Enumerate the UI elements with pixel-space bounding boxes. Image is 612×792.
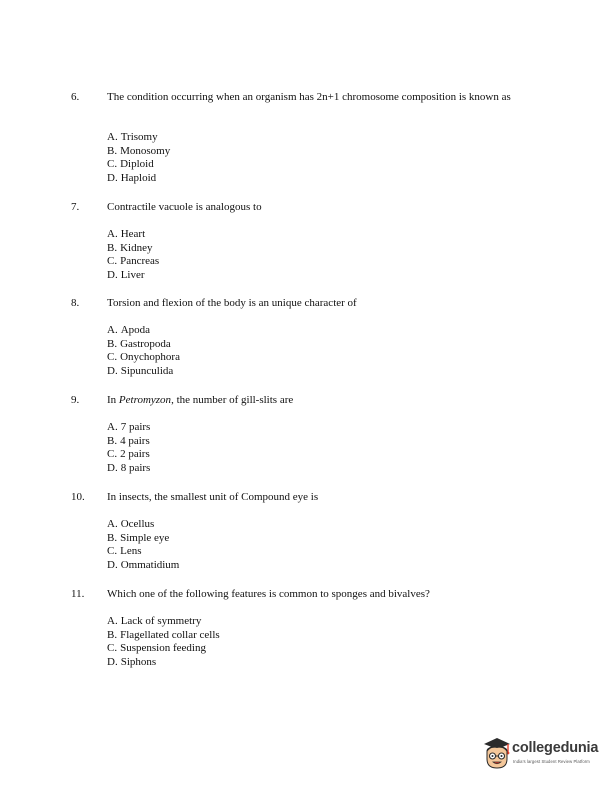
option-b: B. Simple eye — [107, 531, 170, 544]
options-list — [107, 615, 220, 669]
question-number: 7. — [71, 201, 80, 213]
option-b: B. Gastropoda — [107, 337, 171, 350]
option-a: A. Lack of symmetry — [107, 615, 202, 627]
graduate-mascot-icon — [482, 737, 512, 771]
question-number: 11. — [71, 588, 85, 600]
question-number: 10. — [71, 491, 85, 503]
question-text: The condition occurring when an organism has 2n+1 chromosome composition is known as — [107, 91, 511, 103]
options-list — [107, 518, 179, 572]
collegedunia-logo — [482, 737, 608, 777]
option-c: C. Suspension feeding — [107, 642, 206, 655]
option-a: A. Apoda — [107, 324, 151, 336]
option-b: B. 4 pairs — [107, 434, 150, 447]
brand-tagline: India's largest Student Review Platform — [513, 759, 590, 764]
option-b: B. Flagellated collar cells — [107, 628, 220, 641]
question-text: Torsion and flexion of the body is an unique character of — [107, 297, 357, 309]
option-c: C. Diploid — [107, 158, 154, 171]
option-d: D. Haploid — [107, 171, 157, 184]
option-a: A. Trisomy — [107, 131, 158, 143]
question-text: Contractile vacuole is analogous to — [107, 201, 262, 213]
options-list — [107, 228, 159, 282]
option-d: D. Liver — [107, 268, 145, 281]
option-b: B. Kidney — [107, 241, 153, 254]
option-c: C. Pancreas — [107, 255, 160, 268]
option-d: D. Sipunculida — [107, 364, 174, 377]
question-number: 6. — [71, 91, 80, 103]
option-a: A. 7 pairs — [107, 421, 151, 433]
option-b: B. Monosomy — [107, 144, 171, 157]
question-text: Which one of the following features is common to sponges and bivalves? — [107, 588, 430, 600]
options-list — [107, 421, 150, 475]
question-number: 8. — [71, 297, 80, 309]
option-d: D. 8 pairs — [107, 461, 151, 474]
question-text: In insects, the smallest unit of Compound eye is — [107, 491, 319, 503]
options-list — [107, 324, 180, 378]
option-a: A. Ocellus — [107, 518, 155, 530]
species-name: Petromyzon — [118, 394, 172, 406]
option-c: C. Lens — [107, 545, 142, 558]
option-d: D. Siphons — [107, 655, 157, 668]
question-number: 9. — [71, 394, 80, 406]
brand-name: collegedunia — [512, 740, 599, 756]
options-list — [107, 131, 170, 185]
option-d: D. Ommatidium — [107, 558, 180, 571]
option-c: C. Onychophora — [107, 351, 180, 364]
option-c: C. 2 pairs — [107, 448, 150, 461]
option-a: A. Heart — [107, 228, 146, 240]
question-text: In Petromyzon, the number of gill-slits are — [107, 394, 294, 406]
